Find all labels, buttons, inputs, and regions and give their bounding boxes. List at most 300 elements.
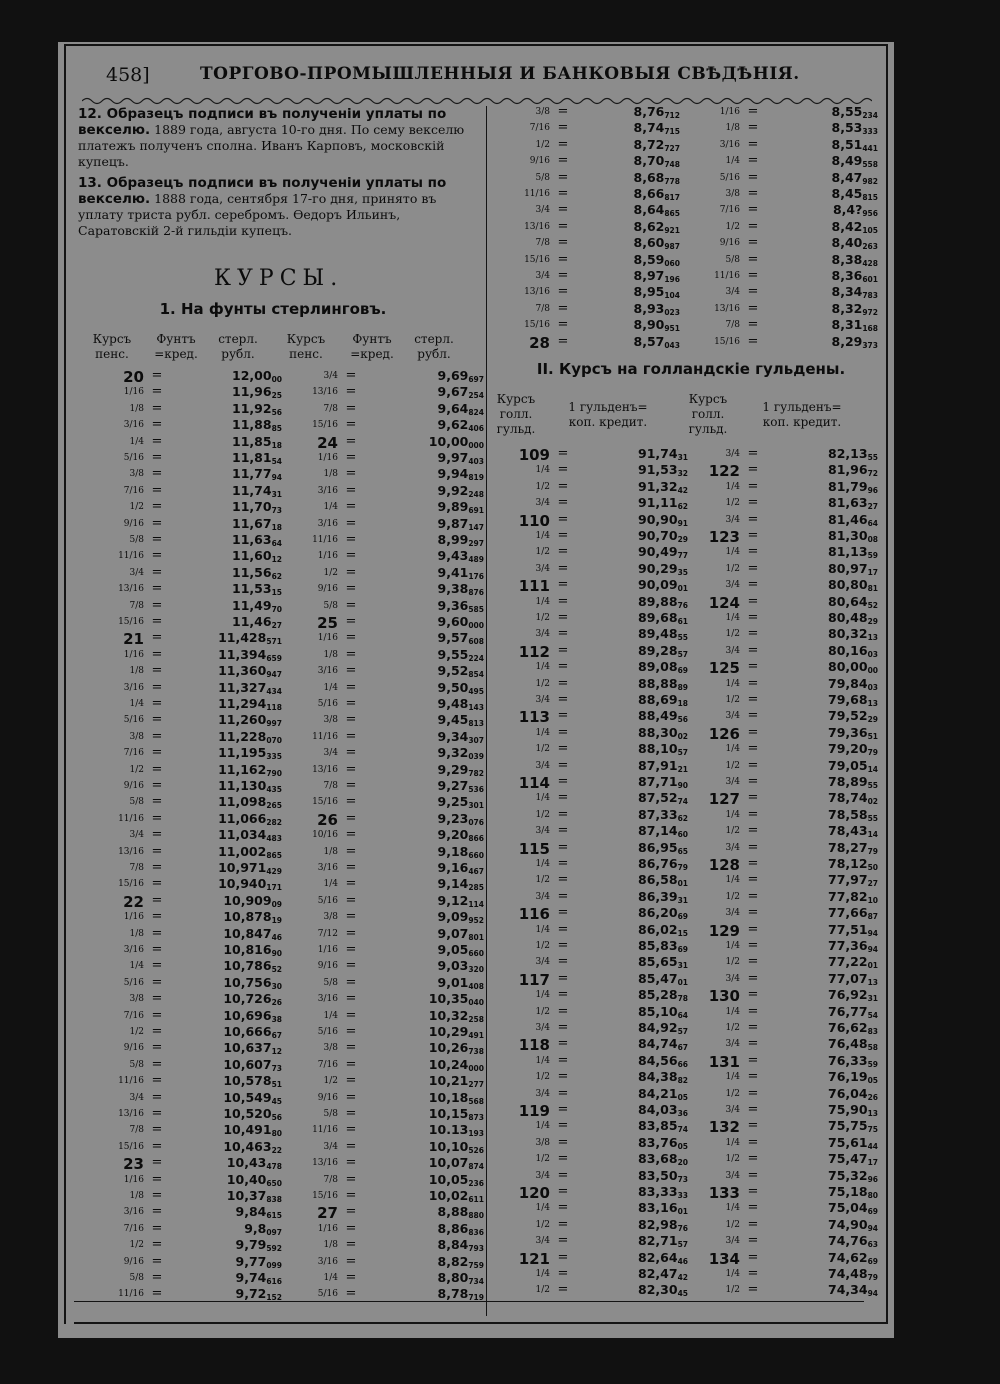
rate-value-fraction: 33 xyxy=(677,1191,688,1200)
equals-sign: = xyxy=(747,104,759,119)
rate-value-main: 11,034 xyxy=(218,827,267,843)
rate-value-main: 82,30 xyxy=(638,1282,678,1298)
table-row xyxy=(496,202,680,219)
rate-value-main: 8,40 xyxy=(831,235,863,251)
rate-key: 13/16 xyxy=(524,287,550,298)
rate-key: 1/4 xyxy=(535,859,550,869)
table-row xyxy=(282,778,484,795)
rate-value-main: 77,82 xyxy=(828,888,868,904)
table-row xyxy=(496,1102,688,1119)
rate-value-fraction: 734 xyxy=(468,1277,484,1286)
rate-value xyxy=(576,544,688,559)
table-row xyxy=(496,1004,688,1021)
table-row xyxy=(496,446,688,463)
rate-value-fraction: 236 xyxy=(468,1178,484,1188)
rate-value-fraction: 70 xyxy=(271,604,282,614)
rate-value-main: 8,93 xyxy=(633,300,665,316)
rate-value xyxy=(766,544,878,559)
rate-key: 3/4 xyxy=(725,449,740,459)
table-row xyxy=(84,712,282,729)
rate-value-fraction: 94 xyxy=(271,473,282,483)
rate-value-fraction: 14 xyxy=(867,830,878,840)
rate-value-main: 81,46 xyxy=(828,511,868,527)
equals-sign: = xyxy=(557,169,569,185)
rate-value xyxy=(364,401,484,416)
rate-key: 122 xyxy=(708,462,740,481)
rate-key: 9/16 xyxy=(123,1043,144,1054)
equals-sign: = xyxy=(747,1003,759,1019)
rate-key: 3/4 xyxy=(535,957,550,968)
rate-value-main: 10,878 xyxy=(223,909,272,925)
rate-value-main: 89,28 xyxy=(638,642,678,658)
equals-sign: = xyxy=(345,597,357,613)
rate-value-fraction: 81 xyxy=(867,584,878,594)
rate-value xyxy=(364,958,484,973)
rate-key: 1/16 xyxy=(123,387,144,398)
rate-value xyxy=(576,1233,688,1248)
equals-sign: = xyxy=(345,876,357,892)
table-row xyxy=(496,807,688,824)
rate-value-fraction: 69 xyxy=(677,666,688,676)
equals-sign: = xyxy=(747,774,759,789)
equals-sign: = xyxy=(557,593,569,609)
equals-sign: = xyxy=(557,577,569,593)
rate-key: 7/8 xyxy=(129,600,144,611)
rate-value-fraction: 26 xyxy=(271,998,282,1008)
rate-key: 119 xyxy=(518,1102,550,1120)
table-row xyxy=(84,565,282,582)
rate-value-fraction: 403 xyxy=(468,457,484,466)
equals-sign: = xyxy=(557,284,569,300)
rate-value-main: 81,63 xyxy=(828,495,868,511)
rate-key: 3/8 xyxy=(323,912,338,923)
equals-sign: = xyxy=(151,1220,163,1236)
equals-sign: = xyxy=(557,446,569,461)
rate-key: 3/4 xyxy=(725,514,740,525)
rate-value xyxy=(364,1155,484,1170)
rate-value xyxy=(766,725,878,740)
rate-value-main: 9,79 xyxy=(235,1237,267,1253)
rate-key: 116 xyxy=(518,905,550,924)
equals-sign: = xyxy=(557,1118,569,1134)
header-text: стерл. xyxy=(414,332,454,346)
rate-key: 25 xyxy=(317,614,338,632)
rate-value-main: 8,74 xyxy=(633,120,665,136)
rate-value xyxy=(766,856,878,871)
rate-value-main: 9,25 xyxy=(437,794,469,810)
header-text: гульд. xyxy=(496,422,536,436)
rate-value-main: 86,95 xyxy=(638,839,678,855)
rate-value xyxy=(170,893,282,908)
rate-key: 1/4 xyxy=(725,809,740,820)
rate-value-fraction: 21 xyxy=(677,764,688,774)
rate-value-fraction: 536 xyxy=(468,785,484,794)
rate-value-main: 77,66 xyxy=(828,905,868,921)
rate-key: 3/16 xyxy=(317,994,338,1005)
rate-value-fraction: 659 xyxy=(266,653,282,663)
rate-value-fraction: 801 xyxy=(468,932,484,942)
equals-sign: = xyxy=(747,300,759,316)
rate-value-fraction: 258 xyxy=(468,1014,484,1024)
equals-sign: = xyxy=(345,679,357,695)
rate-value xyxy=(364,1024,484,1039)
rate-key: 1/2 xyxy=(129,502,144,513)
equals-sign: = xyxy=(345,1138,357,1154)
rate-value-fraction: 491 xyxy=(468,1031,484,1040)
rate-value-fraction: 80 xyxy=(867,1191,878,1200)
rate-value-fraction: 952 xyxy=(468,916,484,926)
rate-value-fraction: 90 xyxy=(677,781,688,790)
rate-value xyxy=(364,434,484,449)
equals-sign: = xyxy=(747,1216,759,1232)
equals-sign: = xyxy=(151,1286,163,1302)
equals-sign: = xyxy=(747,1052,759,1068)
rate-value-main: 8,80 xyxy=(437,1270,469,1285)
rate-value-fraction: 193 xyxy=(468,1129,484,1139)
rate-value-main: 8,45 xyxy=(831,186,863,201)
rate-value xyxy=(364,417,484,432)
rate-value-main: 87,14 xyxy=(638,823,678,839)
equals-sign: = xyxy=(747,1036,759,1052)
rate-value-main: 84,38 xyxy=(638,1069,678,1085)
rate-value-fraction: 76 xyxy=(677,1223,688,1233)
rate-key: 3/4 xyxy=(725,973,740,984)
rate-value-fraction: 65 xyxy=(677,846,688,856)
rate-value-fraction: 301 xyxy=(468,801,484,811)
rate-key: 1/4 xyxy=(129,436,144,447)
equals-sign: = xyxy=(747,202,759,218)
rate-key: 130 xyxy=(708,987,740,1006)
equals-sign: = xyxy=(747,905,759,921)
s2-header-kurs xyxy=(490,392,542,437)
rate-value-main: 11,327 xyxy=(218,679,267,695)
table-row xyxy=(84,794,282,811)
rate-value-fraction: 79 xyxy=(867,846,878,856)
s1-header-sterl xyxy=(210,332,266,362)
rate-value-fraction: 91 xyxy=(677,518,688,528)
table-row xyxy=(84,958,282,975)
table-row xyxy=(684,758,878,775)
rate-value-fraction: 74 xyxy=(677,1125,688,1135)
rate-key: 3/8 xyxy=(535,107,550,117)
rate-value-main: 8,72 xyxy=(633,136,665,152)
rate-value-fraction: 865 xyxy=(266,850,282,860)
rate-value-main: 80,97 xyxy=(828,560,868,576)
table-row xyxy=(496,1036,688,1053)
table-row xyxy=(684,1069,878,1086)
table-row xyxy=(84,384,282,401)
rate-value-main: 91,53 xyxy=(638,462,678,478)
rate-value-fraction: 601 xyxy=(862,275,878,284)
equals-sign: = xyxy=(345,417,357,433)
rate-key: 21 xyxy=(123,630,144,649)
rate-value-fraction: 74 xyxy=(677,797,688,807)
rate-value xyxy=(576,856,688,871)
rate-value-main: 88,30 xyxy=(638,724,678,740)
rate-key: 3/8 xyxy=(129,994,144,1005)
rate-value-main: 8,64 xyxy=(633,202,665,218)
rate-value xyxy=(576,954,688,969)
table-row xyxy=(496,1135,688,1152)
rate-value-fraction: 05 xyxy=(677,1141,688,1151)
equals-sign: = xyxy=(557,153,569,169)
paragraph-13-text: 1888 года, сентября 17-го дня, принято въ уплату триста рубл. серебромъ. Ѳедоръ Ильинъ, Саратовскій 2-й гильдіи купецъ. xyxy=(78,191,437,238)
rate-value-main: 84,56 xyxy=(638,1052,678,1068)
rate-value-main: 10,756 xyxy=(223,974,272,990)
s1-header-kurs xyxy=(86,332,138,362)
rate-value-fraction: 32 xyxy=(677,469,688,479)
rate-value xyxy=(170,1090,282,1105)
table-row xyxy=(282,663,484,680)
rate-value-main: 9,89 xyxy=(437,499,469,515)
table-row xyxy=(282,532,484,549)
rate-value-main: 8,76 xyxy=(633,104,665,119)
table-row xyxy=(282,811,484,828)
rate-key: 1/16 xyxy=(123,1174,144,1185)
equals-sign: = xyxy=(151,597,163,613)
equals-sign: = xyxy=(557,1216,569,1232)
rate-value xyxy=(766,1020,878,1035)
rate-value-main: 9,45 xyxy=(437,712,469,728)
rate-value xyxy=(364,548,484,563)
equals-sign: = xyxy=(151,1106,163,1121)
equals-sign: = xyxy=(557,642,569,658)
rate-value xyxy=(576,1053,688,1068)
rate-value-main: 8,86 xyxy=(437,1220,469,1236)
rate-value-main: 10,18 xyxy=(428,1089,469,1105)
rate-value-fraction: 67 xyxy=(677,1043,688,1053)
rate-value-fraction: 31 xyxy=(867,994,878,1004)
rate-value-fraction: 31 xyxy=(271,489,282,499)
rate-value-main: 87,91 xyxy=(638,757,678,773)
table-row xyxy=(496,284,680,301)
rate-value-fraction: 297 xyxy=(468,539,484,548)
table-row xyxy=(84,466,282,483)
s1-header-sterl-2 xyxy=(406,332,462,362)
equals-sign: = xyxy=(557,235,569,251)
table-row xyxy=(84,1221,282,1238)
equals-sign: = xyxy=(747,1233,759,1249)
rate-value xyxy=(766,528,878,543)
rate-key: 3/4 xyxy=(129,830,144,841)
rate-value xyxy=(364,1270,484,1285)
equals-sign: = xyxy=(151,827,163,843)
equals-sign: = xyxy=(557,1167,569,1183)
rate-value xyxy=(364,499,484,514)
rate-value-fraction: 997 xyxy=(266,719,282,729)
rate-key: 9/16 xyxy=(123,1256,144,1267)
table-row xyxy=(680,120,878,137)
table-row xyxy=(84,434,282,451)
equals-sign: = xyxy=(345,646,357,662)
rate-value xyxy=(170,1155,282,1170)
rate-value-main: 10,24 xyxy=(428,1056,469,1072)
rate-value-main: 85,47 xyxy=(638,970,678,986)
table-row xyxy=(684,1184,878,1201)
rate-key: 1/2 xyxy=(535,809,550,820)
table-row xyxy=(282,893,484,910)
equals-sign: = xyxy=(151,778,163,793)
table-row xyxy=(684,544,878,561)
equals-sign: = xyxy=(747,218,759,234)
rate-value-main: 77,36 xyxy=(828,938,868,953)
equals-sign: = xyxy=(747,675,759,691)
rate-value-main: 8,90 xyxy=(633,317,665,333)
rate-key: 3/4 xyxy=(725,777,740,787)
rate-value-main: 81,30 xyxy=(828,528,868,543)
table-row xyxy=(684,692,878,709)
table-row xyxy=(282,1122,484,1139)
equals-sign: = xyxy=(345,1270,357,1285)
equals-sign: = xyxy=(747,560,759,576)
rate-value xyxy=(364,860,484,875)
rate-value-fraction: 865 xyxy=(664,209,680,219)
table-row xyxy=(684,872,878,889)
bottom-border xyxy=(74,1322,888,1324)
rate-value-fraction: 31 xyxy=(677,453,688,462)
equals-sign: = xyxy=(557,987,569,1003)
table-row xyxy=(84,663,282,680)
table-row xyxy=(282,1139,484,1156)
equals-sign: = xyxy=(747,169,759,185)
rate-value xyxy=(576,643,688,658)
rate-value-main: 75,75 xyxy=(828,1118,868,1134)
equals-sign: = xyxy=(557,333,569,349)
equals-sign: = xyxy=(345,991,357,1007)
equals-sign: = xyxy=(747,1200,759,1216)
rate-key: 1/2 xyxy=(535,1219,550,1230)
table-row xyxy=(684,610,878,627)
rate-value-fraction: 52 xyxy=(867,600,878,610)
rate-value xyxy=(170,1188,282,1203)
rate-value-fraction: 876 xyxy=(468,588,484,598)
rate-value xyxy=(170,762,282,777)
rate-value-main: 10,26 xyxy=(428,1040,469,1056)
equals-sign: = xyxy=(557,1069,569,1085)
rate-value xyxy=(766,1004,878,1019)
equals-sign: = xyxy=(151,712,163,728)
rate-value-main: 8,59 xyxy=(633,251,665,267)
table-row xyxy=(496,676,688,693)
rate-value-main: 11,81 xyxy=(232,450,272,465)
rate-key: 1/4 xyxy=(725,547,740,558)
equals-sign: = xyxy=(151,646,163,662)
rate-value xyxy=(170,532,282,547)
table-row xyxy=(282,1024,484,1041)
rate-value-main: 9,34 xyxy=(437,728,469,744)
s2-header-gulden xyxy=(558,400,658,430)
rate-value-main: 9,57 xyxy=(437,630,469,646)
equals-sign: = xyxy=(151,1073,163,1089)
table-row xyxy=(282,1286,484,1303)
rate-value-fraction: 715 xyxy=(664,127,680,137)
rate-key: 1/4 xyxy=(725,875,740,886)
rate-value xyxy=(766,186,878,201)
rate-key: 3/8 xyxy=(725,189,740,199)
rate-value xyxy=(766,495,878,510)
rate-key: 3/16 xyxy=(317,1256,338,1267)
paragraph-13 xyxy=(78,175,480,239)
table-row xyxy=(282,1073,484,1090)
rate-value-main: 8,4? xyxy=(832,202,863,218)
rate-key: 1/16 xyxy=(317,1223,338,1234)
rate-value-fraction: 615 xyxy=(266,1211,282,1221)
rate-value-main: 10,07 xyxy=(428,1155,469,1171)
rate-value-fraction: 57 xyxy=(677,1240,688,1250)
rate-key: 1/8 xyxy=(725,123,740,134)
equals-sign: = xyxy=(557,1036,569,1052)
rate-key: 13/16 xyxy=(118,584,144,595)
s1-header-kurs-2 xyxy=(280,332,332,362)
rate-value-fraction: 697 xyxy=(468,375,484,384)
equals-sign: = xyxy=(557,1085,569,1101)
table-row xyxy=(684,725,878,742)
table-row xyxy=(496,758,688,775)
section1-title: 1. На фунты стерлинговъ. xyxy=(159,300,387,318)
rate-value-main: 9,72 xyxy=(235,1286,267,1302)
rate-value-fraction: 712 xyxy=(664,111,680,120)
rate-value-main: 9,36 xyxy=(437,597,469,613)
rate-key: 109 xyxy=(518,446,550,464)
equals-sign: = xyxy=(557,708,569,724)
rate-key: 1/2 xyxy=(725,1219,740,1230)
table-row xyxy=(680,153,878,170)
equals-sign: = xyxy=(345,925,357,941)
rate-value-fraction: 64 xyxy=(867,518,878,528)
rate-value-fraction: 043 xyxy=(664,340,680,350)
rate-value-main: 76,92 xyxy=(828,987,868,1003)
rate-value xyxy=(766,202,878,217)
rate-value-main: 89,68 xyxy=(638,610,678,625)
rate-value-main: 10,00 xyxy=(428,433,469,449)
rate-key: 1/4 xyxy=(725,744,740,755)
table-row xyxy=(680,252,878,269)
equals-sign: = xyxy=(151,630,163,646)
rate-value xyxy=(766,1135,878,1150)
rate-value-main: 88,69 xyxy=(638,692,678,707)
rate-key: 120 xyxy=(518,1184,550,1202)
equals-sign: = xyxy=(557,1249,569,1265)
rate-key: 3/16 xyxy=(123,1207,144,1218)
rate-value-fraction: 69 xyxy=(867,1207,878,1217)
equals-sign: = xyxy=(151,991,163,1007)
equals-sign: = xyxy=(557,724,569,740)
table-row xyxy=(496,1217,688,1234)
equals-sign: = xyxy=(151,368,163,383)
rate-value xyxy=(170,827,282,842)
rate-value-fraction: 691 xyxy=(468,506,484,516)
rate-value-fraction: 56 xyxy=(677,715,688,725)
equals-sign: = xyxy=(345,614,357,629)
table-row xyxy=(84,942,282,959)
rate-value-fraction: 873 xyxy=(468,1113,484,1122)
rate-value-main: 10,607 xyxy=(223,1056,272,1072)
rate-value-fraction: 20 xyxy=(677,1158,688,1168)
rate-value-fraction: 51 xyxy=(867,731,878,741)
rate-value-main: 9,84 xyxy=(235,1204,267,1220)
table-row xyxy=(680,334,878,351)
rate-value xyxy=(576,922,688,937)
equals-sign: = xyxy=(557,954,569,970)
equals-sign: = xyxy=(345,909,357,925)
rate-value xyxy=(364,1254,484,1269)
rate-value xyxy=(766,643,878,658)
rate-value xyxy=(576,725,688,740)
rate-value xyxy=(766,462,878,477)
table-row xyxy=(282,450,484,467)
rate-value-main: 74,62 xyxy=(828,1249,868,1265)
table-row xyxy=(282,991,484,1008)
